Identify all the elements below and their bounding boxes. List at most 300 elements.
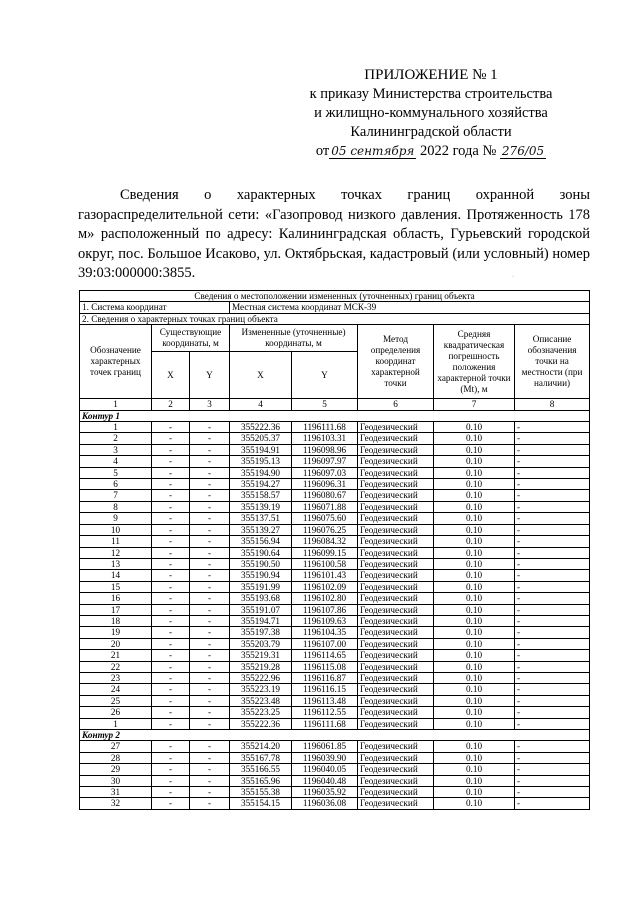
- cell-changed-x: 355222.36: [230, 718, 292, 729]
- cell-description: -: [515, 752, 590, 763]
- cell-changed-x: 355219.28: [230, 661, 292, 672]
- cell-point: 13: [80, 558, 152, 569]
- cell-method: Геодезический: [358, 581, 434, 592]
- table-row: [80, 604, 590, 615]
- cell-point: 8: [80, 501, 152, 512]
- cell-changed-y: 1196116.15: [292, 684, 358, 695]
- section2-label: 2. Сведения о характерных точках границ объекта: [80, 313, 590, 324]
- cell-point: 10: [80, 524, 152, 535]
- handwritten-date: 05 сентября: [331, 144, 415, 158]
- table-row: [80, 490, 590, 501]
- cell-changed-x: 355194.91: [230, 444, 292, 455]
- coord-system-value: Местная система координат МСК-39: [230, 302, 590, 313]
- cell-point: 26: [80, 707, 152, 718]
- cell-description: -: [515, 536, 590, 547]
- cell-existing-x: -: [152, 558, 190, 569]
- cell-existing-x: -: [152, 524, 190, 535]
- stray-dot: ·: [512, 274, 514, 280]
- cell-existing-y: -: [190, 650, 230, 661]
- cell-changed-x: 355195.13: [230, 456, 292, 467]
- column-numbers-row: [80, 399, 590, 410]
- appendix-title: ПРИЛОЖЕНИЕ № 1: [364, 67, 498, 83]
- cell-point: 15: [80, 581, 152, 592]
- appendix-header: [286, 66, 576, 161]
- cell-existing-y: -: [190, 547, 230, 558]
- cell-existing-y: -: [190, 695, 230, 706]
- cell-existing-y: -: [190, 467, 230, 478]
- cell-existing-x: -: [152, 741, 190, 752]
- header-method: Метод определения координат характерной точки: [358, 325, 434, 399]
- cell-method: Геодезический: [358, 707, 434, 718]
- cell-method: Геодезический: [358, 718, 434, 729]
- cell-accuracy: 0.10: [434, 775, 515, 786]
- cell-changed-y: 1196040.48: [292, 775, 358, 786]
- section-row: [80, 410, 590, 421]
- cell-method: Геодезический: [358, 752, 434, 763]
- handwritten-number: 276/05: [501, 144, 545, 158]
- cell-method: Геодезический: [358, 672, 434, 683]
- cell-existing-y: -: [190, 456, 230, 467]
- cell-changed-x: 355137.51: [230, 513, 292, 524]
- table-row: [80, 581, 590, 592]
- cell-point: 32: [80, 798, 152, 809]
- cell-changed-y: 1196116.87: [292, 672, 358, 683]
- coord-system-row: [80, 302, 590, 313]
- cell-changed-y: 1196115.08: [292, 661, 358, 672]
- cell-existing-y: -: [190, 627, 230, 638]
- cell-method: Геодезический: [358, 604, 434, 615]
- cell-changed-y: 1196113.48: [292, 695, 358, 706]
- cell-description: -: [515, 627, 590, 638]
- cell-method: Геодезический: [358, 798, 434, 809]
- cell-existing-x: -: [152, 764, 190, 775]
- cell-point: 1: [80, 422, 152, 433]
- cell-existing-x: -: [152, 570, 190, 581]
- cell-point: 14: [80, 570, 152, 581]
- cell-point: 1: [80, 718, 152, 729]
- cell-description: -: [515, 513, 590, 524]
- cell-changed-x: 355223.19: [230, 684, 292, 695]
- cell-method: Геодезический: [358, 741, 434, 752]
- cell-existing-y: -: [190, 684, 230, 695]
- cell-description: -: [515, 798, 590, 809]
- cell-existing-x: -: [152, 650, 190, 661]
- cell-changed-x: 355190.50: [230, 558, 292, 569]
- cell-existing-y: -: [190, 501, 230, 512]
- table-row: [80, 547, 590, 558]
- cell-method: Геодезический: [358, 615, 434, 626]
- cell-description: -: [515, 787, 590, 798]
- cell-changed-x: 355191.07: [230, 604, 292, 615]
- cell-description: -: [515, 501, 590, 512]
- cell-description: -: [515, 650, 590, 661]
- cell-accuracy: 0.10: [434, 570, 515, 581]
- cell-point: 24: [80, 684, 152, 695]
- header-changed: Измененные (уточненные) координаты, м: [230, 325, 358, 352]
- table-row: [80, 775, 590, 786]
- cell-accuracy: 0.10: [434, 536, 515, 547]
- cell-accuracy: 0.10: [434, 798, 515, 809]
- cell-existing-y: -: [190, 798, 230, 809]
- table-row: [80, 741, 590, 752]
- cell-accuracy: 0.10: [434, 638, 515, 649]
- table-row: [80, 501, 590, 512]
- cell-changed-y: 1196102.09: [292, 581, 358, 592]
- cell-accuracy: 0.10: [434, 615, 515, 626]
- cell-existing-y: -: [190, 444, 230, 455]
- cell-changed-y: 1196100.58: [292, 558, 358, 569]
- cell-accuracy: 0.10: [434, 433, 515, 444]
- column-number-3: 3: [190, 399, 230, 410]
- cell-method: Геодезический: [358, 422, 434, 433]
- cell-description: -: [515, 775, 590, 786]
- cell-existing-y: -: [190, 433, 230, 444]
- cell-point: 12: [80, 547, 152, 558]
- cell-changed-y: 1196107.86: [292, 604, 358, 615]
- cell-method: Геодезический: [358, 650, 434, 661]
- cell-changed-y: 1196084.32: [292, 536, 358, 547]
- cell-method: Геодезический: [358, 444, 434, 455]
- cell-changed-y: 1196036.08: [292, 798, 358, 809]
- cell-description: -: [515, 456, 590, 467]
- cell-changed-y: 1196075.60: [292, 513, 358, 524]
- cell-changed-x: 355203.79: [230, 638, 292, 649]
- table-row: [80, 456, 590, 467]
- table-row: [80, 672, 590, 683]
- cell-accuracy: 0.10: [434, 684, 515, 695]
- cell-point: 30: [80, 775, 152, 786]
- cell-changed-x: 355205.37: [230, 433, 292, 444]
- cell-changed-y: 1196112.55: [292, 707, 358, 718]
- table-row: [80, 798, 590, 809]
- cell-changed-x: 355155.38: [230, 787, 292, 798]
- cell-accuracy: 0.10: [434, 456, 515, 467]
- cell-existing-y: -: [190, 787, 230, 798]
- header-description: Описание обозначения точки на местности (при наличии): [515, 325, 590, 399]
- cell-accuracy: 0.10: [434, 581, 515, 592]
- table-row: [80, 695, 590, 706]
- column-number-2: 2: [152, 399, 190, 410]
- table-row: [80, 650, 590, 661]
- cell-existing-x: -: [152, 627, 190, 638]
- cell-existing-y: -: [190, 707, 230, 718]
- cell-existing-y: -: [190, 604, 230, 615]
- cell-changed-x: 355222.36: [230, 422, 292, 433]
- cell-changed-x: 355219.31: [230, 650, 292, 661]
- cell-changed-x: 355193.68: [230, 593, 292, 604]
- cell-changed-x: 355223.48: [230, 695, 292, 706]
- table-row: [80, 479, 590, 490]
- cell-description: -: [515, 764, 590, 775]
- cell-existing-y: -: [190, 558, 230, 569]
- cell-description: -: [515, 695, 590, 706]
- cell-method: Геодезический: [358, 661, 434, 672]
- cell-existing-x: -: [152, 752, 190, 763]
- cell-existing-x: -: [152, 433, 190, 444]
- cell-existing-x: -: [152, 581, 190, 592]
- cell-changed-y: 1196103.31: [292, 433, 358, 444]
- cell-method: Геодезический: [358, 467, 434, 478]
- cell-point: 22: [80, 661, 152, 672]
- cell-existing-x: -: [152, 787, 190, 798]
- cell-existing-x: -: [152, 547, 190, 558]
- cell-accuracy: 0.10: [434, 467, 515, 478]
- cell-method: Геодезический: [358, 764, 434, 775]
- cell-existing-y: -: [190, 593, 230, 604]
- cell-existing-y: -: [190, 672, 230, 683]
- cell-changed-y: 1196096.31: [292, 479, 358, 490]
- cell-changed-y: 1196104.35: [292, 627, 358, 638]
- column-number-4: 4: [230, 399, 292, 410]
- cell-changed-y: 1196101.43: [292, 570, 358, 581]
- cell-accuracy: 0.10: [434, 650, 515, 661]
- cell-description: -: [515, 707, 590, 718]
- appendix-line-2: и жилищно-коммунального хозяйства: [314, 105, 548, 121]
- cell-point: 20: [80, 638, 152, 649]
- cell-changed-y: 1196080.67: [292, 490, 358, 501]
- cell-existing-y: -: [190, 764, 230, 775]
- section-title: Контур 2: [80, 730, 590, 741]
- cell-description: -: [515, 444, 590, 455]
- table-row: [80, 593, 590, 604]
- cell-changed-y: 1196097.03: [292, 467, 358, 478]
- cell-method: Геодезический: [358, 684, 434, 695]
- column-number-8: 8: [515, 399, 590, 410]
- cell-changed-y: 1196114.65: [292, 650, 358, 661]
- cell-method: Геодезический: [358, 593, 434, 604]
- cell-existing-y: -: [190, 661, 230, 672]
- cell-accuracy: 0.10: [434, 627, 515, 638]
- table-row: [80, 718, 590, 729]
- cell-method: Геодезический: [358, 787, 434, 798]
- cell-point: 4: [80, 456, 152, 467]
- cell-existing-y: -: [190, 581, 230, 592]
- cell-changed-y: 1196061.85: [292, 741, 358, 752]
- cell-existing-y: -: [190, 513, 230, 524]
- table-row: [80, 558, 590, 569]
- cell-description: -: [515, 422, 590, 433]
- cell-existing-x: -: [152, 444, 190, 455]
- cell-changed-x: 355223.25: [230, 707, 292, 718]
- table-row: [80, 513, 590, 524]
- cell-point: 16: [80, 593, 152, 604]
- cell-existing-x: -: [152, 501, 190, 512]
- cell-changed-x: 355190.94: [230, 570, 292, 581]
- cell-description: -: [515, 467, 590, 478]
- header-changed-y: Y: [292, 352, 358, 399]
- cell-existing-x: -: [152, 638, 190, 649]
- cell-point: 27: [80, 741, 152, 752]
- table-row: [80, 787, 590, 798]
- header-accuracy: Средняя квадратическая погрешность положения характерной точки (Mt), м: [434, 325, 515, 399]
- cell-existing-x: -: [152, 672, 190, 683]
- cell-accuracy: 0.10: [434, 787, 515, 798]
- cell-method: Геодезический: [358, 558, 434, 569]
- cell-existing-x: -: [152, 456, 190, 467]
- table-row: [80, 570, 590, 581]
- table-row: [80, 627, 590, 638]
- section-title: Контур 1: [80, 410, 590, 421]
- cell-changed-y: 1196035.92: [292, 787, 358, 798]
- table-row: [80, 764, 590, 775]
- cell-accuracy: 0.10: [434, 422, 515, 433]
- cell-existing-y: -: [190, 741, 230, 752]
- cell-accuracy: 0.10: [434, 672, 515, 683]
- cell-existing-x: -: [152, 422, 190, 433]
- cell-changed-y: 1196071.88: [292, 501, 358, 512]
- cell-point: 3: [80, 444, 152, 455]
- cell-accuracy: 0.10: [434, 718, 515, 729]
- table-row: [80, 661, 590, 672]
- cell-method: Геодезический: [358, 456, 434, 467]
- cell-description: -: [515, 661, 590, 672]
- cell-point: 5: [80, 467, 152, 478]
- cell-changed-y: 1196040.05: [292, 764, 358, 775]
- cell-existing-y: -: [190, 570, 230, 581]
- cell-existing-y: -: [190, 490, 230, 501]
- column-number-1: 1: [80, 399, 152, 410]
- cell-existing-x: -: [152, 661, 190, 672]
- cell-existing-x: -: [152, 684, 190, 695]
- cell-method: Геодезический: [358, 513, 434, 524]
- cell-accuracy: 0.10: [434, 741, 515, 752]
- cell-accuracy: 0.10: [434, 661, 515, 672]
- table-row: [80, 433, 590, 444]
- cell-description: -: [515, 741, 590, 752]
- appendix-line-1: к приказу Министерства строительства: [309, 86, 553, 102]
- cell-method: Геодезический: [358, 570, 434, 581]
- table-title-row: [80, 291, 590, 302]
- cell-point: 29: [80, 764, 152, 775]
- cell-existing-x: -: [152, 593, 190, 604]
- table-row: [80, 444, 590, 455]
- cell-changed-x: 355139.19: [230, 501, 292, 512]
- cell-description: -: [515, 615, 590, 626]
- cell-existing-y: -: [190, 615, 230, 626]
- section-row: [80, 730, 590, 741]
- cell-accuracy: 0.10: [434, 604, 515, 615]
- cell-method: Геодезический: [358, 547, 434, 558]
- cell-description: -: [515, 604, 590, 615]
- cell-changed-y: 1196111.68: [292, 422, 358, 433]
- cell-point: 25: [80, 695, 152, 706]
- cell-changed-x: 355194.27: [230, 479, 292, 490]
- cell-existing-y: -: [190, 536, 230, 547]
- cell-existing-x: -: [152, 490, 190, 501]
- cell-existing-y: -: [190, 479, 230, 490]
- appendix-line-3: Калининградской области: [350, 124, 512, 140]
- table-row: [80, 752, 590, 763]
- coord-system-label: 1. Система координат: [80, 302, 230, 313]
- header-changed-x: X: [230, 352, 292, 399]
- cell-changed-x: 355166.55: [230, 764, 292, 775]
- cell-changed-x: 355190.64: [230, 547, 292, 558]
- section2-row: [80, 313, 590, 324]
- cell-method: Геодезический: [358, 536, 434, 547]
- cell-method: Геодезический: [358, 524, 434, 535]
- cell-changed-x: 355214.20: [230, 741, 292, 752]
- table-row: [80, 615, 590, 626]
- cell-point: 23: [80, 672, 152, 683]
- cell-point: 19: [80, 627, 152, 638]
- table-row: [80, 524, 590, 535]
- table-title: Сведения о местоположении измененных (уточненных) границ объекта: [80, 291, 590, 302]
- cell-accuracy: 0.10: [434, 444, 515, 455]
- cell-existing-x: -: [152, 695, 190, 706]
- cell-point: 31: [80, 787, 152, 798]
- cell-point: 2: [80, 433, 152, 444]
- cell-existing-y: -: [190, 752, 230, 763]
- cell-description: -: [515, 581, 590, 592]
- date-suffix: 2022 года №: [419, 143, 497, 159]
- cell-changed-x: 355167.78: [230, 752, 292, 763]
- header-existing: Существующие координаты, м: [152, 325, 230, 352]
- cell-accuracy: 0.10: [434, 593, 515, 604]
- cell-changed-x: 355191.99: [230, 581, 292, 592]
- cell-method: Геодезический: [358, 501, 434, 512]
- cell-method: Геодезический: [358, 775, 434, 786]
- cell-method: Геодезический: [358, 695, 434, 706]
- cell-accuracy: 0.10: [434, 695, 515, 706]
- cell-existing-y: -: [190, 718, 230, 729]
- cell-changed-y: 1196097.97: [292, 456, 358, 467]
- cell-existing-x: -: [152, 798, 190, 809]
- cell-changed-y: 1196098.96: [292, 444, 358, 455]
- cell-existing-y: -: [190, 524, 230, 535]
- column-number-7: 7: [434, 399, 515, 410]
- cell-changed-y: 1196099.15: [292, 547, 358, 558]
- cell-point: 21: [80, 650, 152, 661]
- cell-description: -: [515, 479, 590, 490]
- cell-changed-x: 355222.96: [230, 672, 292, 683]
- cell-accuracy: 0.10: [434, 513, 515, 524]
- cell-changed-x: 355197.38: [230, 627, 292, 638]
- cell-existing-x: -: [152, 775, 190, 786]
- cell-accuracy: 0.10: [434, 752, 515, 763]
- cell-point: 11: [80, 536, 152, 547]
- cell-description: -: [515, 593, 590, 604]
- cell-method: Геодезический: [358, 627, 434, 638]
- table-row: [80, 684, 590, 695]
- cell-changed-x: 355194.90: [230, 467, 292, 478]
- cell-changed-x: 355194.71: [230, 615, 292, 626]
- cell-description: -: [515, 524, 590, 535]
- cell-point: 7: [80, 490, 152, 501]
- table-row: [80, 467, 590, 478]
- intro-paragraph: Сведения о характерных точках границ охранной зоны газораспределительной сети: «Газопровод низкого давления. Протяженность 178 м» расположенный по адресу: Калининградская область, Гурьевский городской округ, пос. Большое Исаково, ул. Октябрьская, кадастровый (или условный) номер 39:03:000000:3855.: [78, 187, 590, 281]
- cell-existing-x: -: [152, 718, 190, 729]
- cell-existing-y: -: [190, 638, 230, 649]
- cell-description: -: [515, 570, 590, 581]
- cell-description: -: [515, 672, 590, 683]
- cell-point: 18: [80, 615, 152, 626]
- cell-method: Геодезический: [358, 638, 434, 649]
- header-existing-x: X: [152, 352, 190, 399]
- cell-existing-x: -: [152, 707, 190, 718]
- cell-accuracy: 0.10: [434, 501, 515, 512]
- cell-existing-y: -: [190, 422, 230, 433]
- cell-description: -: [515, 718, 590, 729]
- cell-changed-y: 1196076.25: [292, 524, 358, 535]
- cell-point: 6: [80, 479, 152, 490]
- cell-changed-x: 355139.27: [230, 524, 292, 535]
- cell-accuracy: 0.10: [434, 479, 515, 490]
- cell-changed-y: 1196107.00: [292, 638, 358, 649]
- table-row: [80, 638, 590, 649]
- cell-description: -: [515, 558, 590, 569]
- cell-existing-x: -: [152, 467, 190, 478]
- table-row: [80, 422, 590, 433]
